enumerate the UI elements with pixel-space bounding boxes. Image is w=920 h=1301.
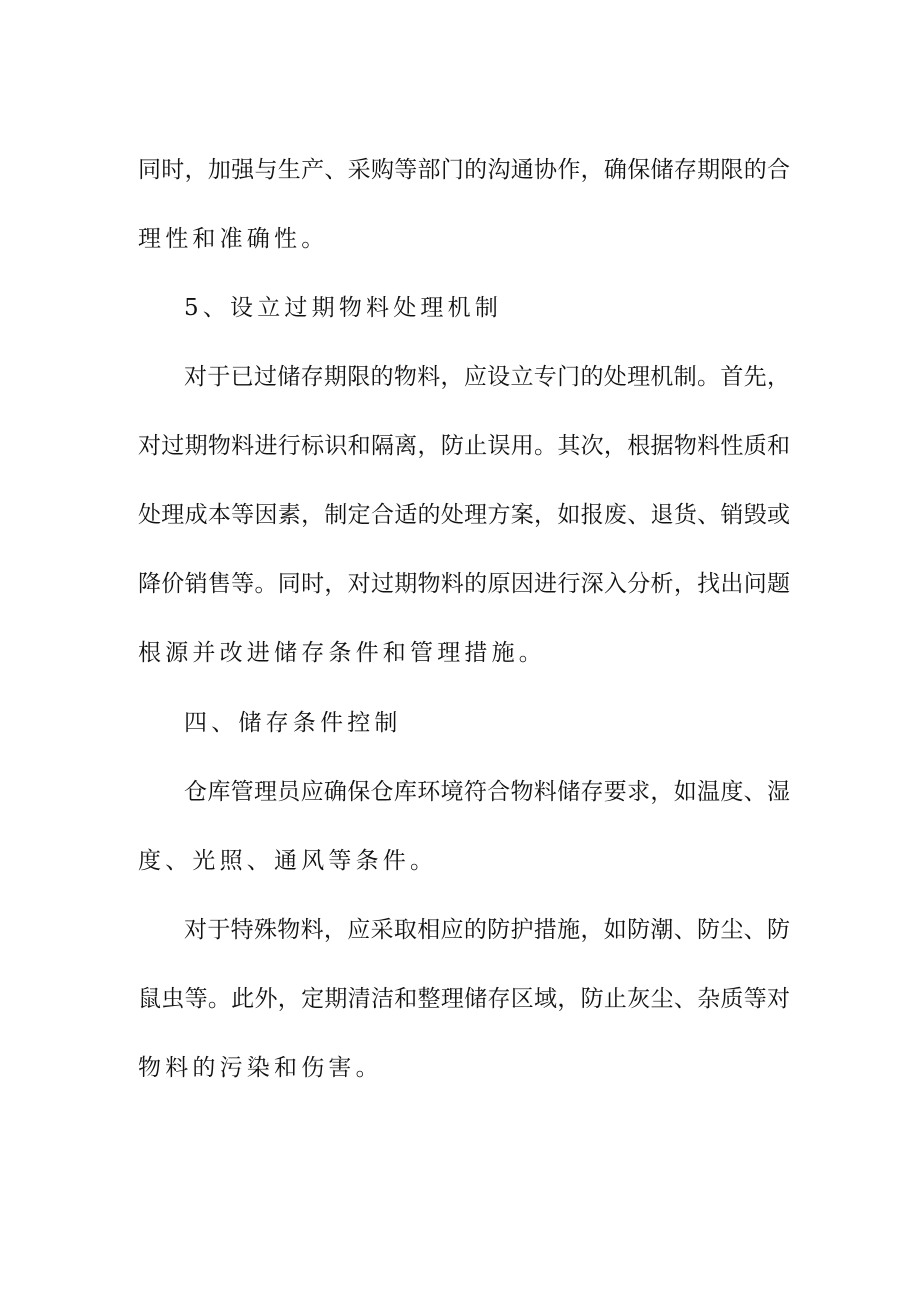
paragraph-line: 同时，加强与生产、采购等部门的沟通协作，确保储存期限的合 <box>138 157 790 183</box>
paragraph-line: 降价销售等。同时，对过期物料的原因进行深入分析，找出问题 <box>138 571 790 597</box>
paragraph-line: 根源并改进储存条件和管理措施。 <box>138 640 546 666</box>
paragraph-line: 理性和准确性。 <box>138 226 329 252</box>
paragraph-line: 对过期物料进行标识和隔离，防止误用。其次，根据物料性质和 <box>138 433 790 459</box>
paragraph-line: 鼠虫等。此外，定期清洁和整理储存区域，防止灰尘、杂质等对 <box>138 986 790 1012</box>
section-heading: 四、储存条件控制 <box>184 710 402 736</box>
paragraph-line: 物料的污染和伤害。 <box>138 1055 383 1081</box>
paragraph-line: 对于已过储存期限的物料，应设立专门的处理机制。首先， <box>184 364 790 390</box>
paragraph-line: 仓库管理员应确保仓库环境符合物料储存要求，如温度、湿 <box>184 779 790 805</box>
section-heading: 5、设立过期物料处理机制 <box>184 295 503 321</box>
paragraph-line: 对于特殊物料，应采取相应的防护措施，如防潮、防尘、防 <box>184 917 790 943</box>
paragraph-line: 处理成本等因素，制定合适的处理方案，如报废、退货、销毁或 <box>138 502 790 528</box>
paragraph-line: 度、光照、通风等条件。 <box>138 848 438 874</box>
